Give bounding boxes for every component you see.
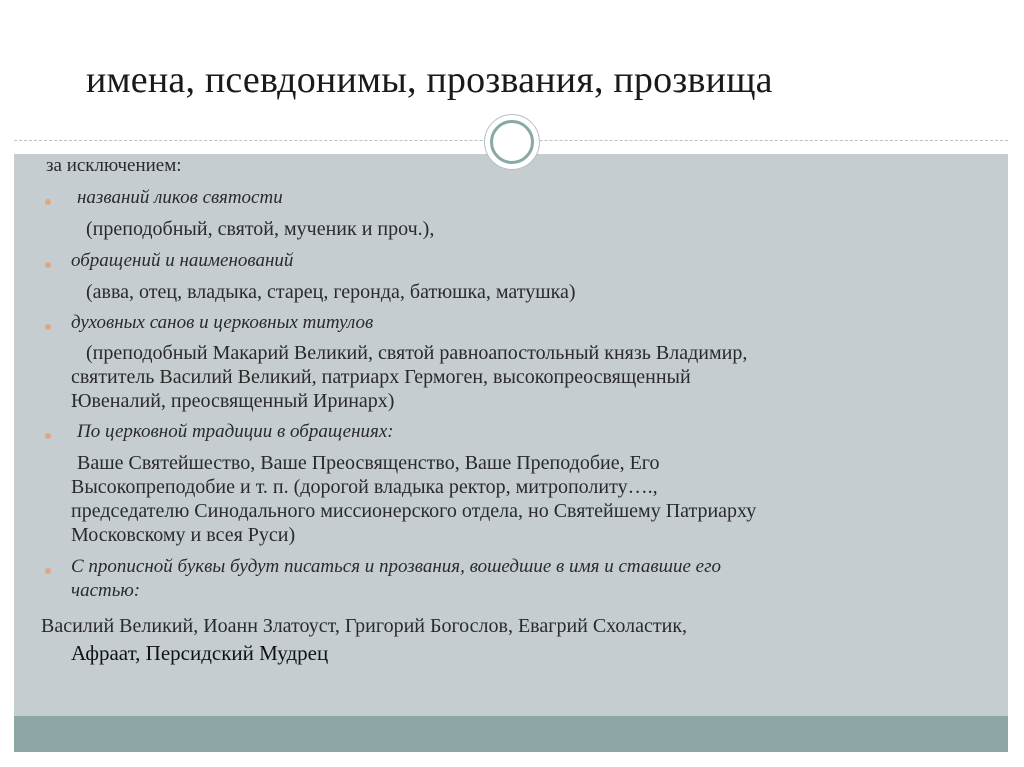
bullet-icon	[45, 568, 51, 574]
list-item-heading: названий ликов святости	[77, 187, 283, 208]
list-item-text: председателю Синодального миссионерского отдела, но Святейшему Патриарху	[71, 500, 757, 522]
list-item-text: Высокопреподобие и т. п. (дорогой владыка ректор, митрополиту….,	[71, 476, 658, 498]
bullet-icon	[45, 262, 51, 268]
bullet-icon	[45, 199, 51, 205]
list-item-text: Ваше Святейшество, Ваше Преосвященство, Ваше Преподобие, Его	[77, 452, 660, 474]
bullet-icon	[45, 433, 51, 439]
list-item-text: Московскому и всея Руси)	[71, 524, 296, 546]
list-item-text: (преподобный Макарий Великий, святой равноапостольный князь Владимир,	[86, 342, 748, 364]
list-item-heading: С прописной буквы будут писаться и прозвания, вошедшие в имя и ставшие его	[71, 556, 721, 577]
list-item-heading: обращений и наименований	[71, 250, 294, 271]
examples-text: Афраат, Персидский Мудрец	[71, 641, 329, 665]
bullet-icon	[45, 324, 51, 330]
list-item-text: Ювеналий, преосвященный Иринарх)	[71, 390, 395, 412]
list-item-text: (авва, отец, владыка, старец, геронда, батюшка, матушка)	[86, 281, 576, 303]
list-item-heading: духовных санов и церковных титулов	[71, 312, 374, 333]
list-item-heading: По церковной традиции в обращениях:	[77, 421, 394, 442]
list-item-heading: частью:	[71, 580, 141, 601]
list-item-text: (преподобный, святой, мученик и проч.),	[86, 218, 435, 240]
list-item-text: святитель Василий Великий, патриарх Гермоген, высокопреосвященный	[71, 366, 691, 388]
slide-title: имена, псевдонимы, прозвания, прозвища	[86, 59, 773, 101]
examples-text: Василий Великий, Иоанн Златоуст, Григорий Богослов, Евагрий Схоластик,	[41, 615, 688, 637]
intro-text: за исключением:	[46, 155, 182, 176]
